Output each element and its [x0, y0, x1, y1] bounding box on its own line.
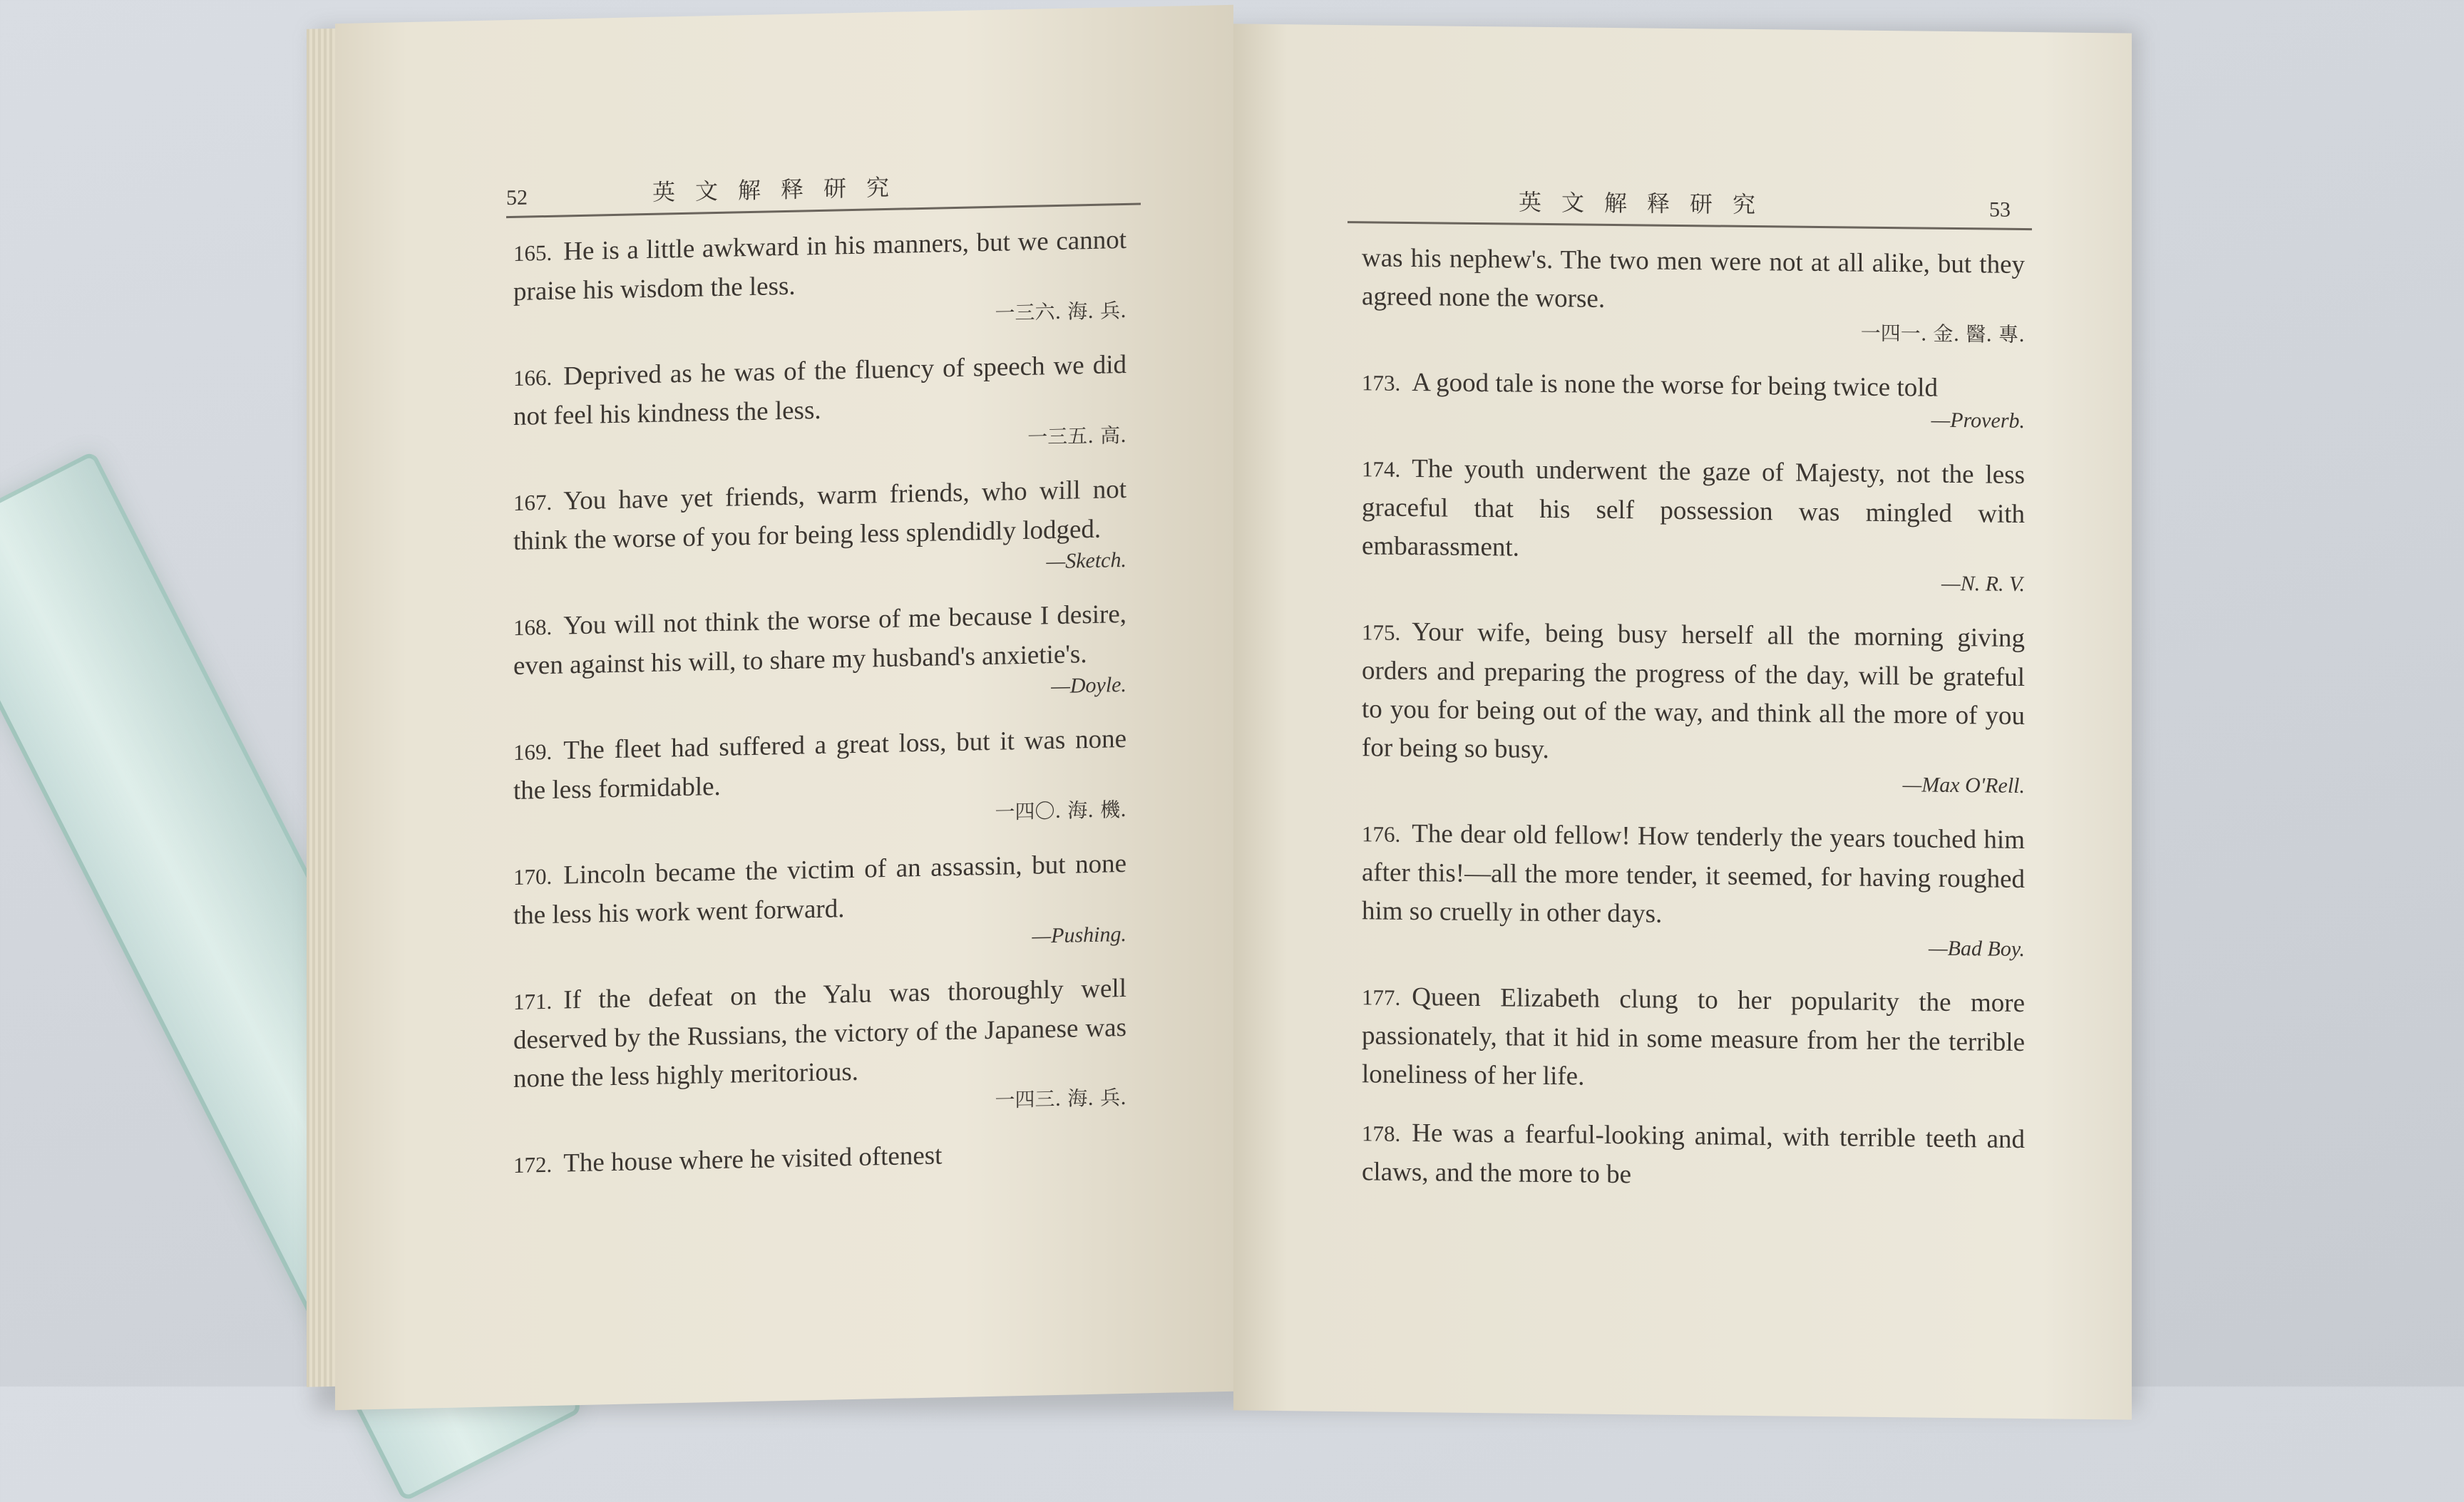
right-page-header: [1348, 178, 2032, 230]
entry-text: You have yet friends, warm friends, who will not think the worse of you for being less splendidly lodged.: [513, 474, 1126, 556]
entry-text: was his nephew's. The two men were not at all alike, but they agreed none the worse.: [1362, 243, 2025, 314]
right-page-title: 英文解释研究: [1519, 188, 1776, 219]
entry-170: [513, 845, 1126, 962]
entry-number: 177.: [1362, 984, 1401, 1010]
entry-174: [1362, 449, 2025, 600]
entry-source: —Doyle.: [1051, 672, 1126, 699]
entry-text: He was a fearful-looking animal, with terrible teeth and claws, and the more to be: [1362, 1118, 2025, 1190]
entry-text: Deprived as he was of the fluency of speech we did not feel his kindness the less.: [513, 349, 1126, 431]
entry-number: 176.: [1362, 821, 1401, 847]
left-page-header: [506, 160, 1141, 219]
entry-168: [513, 595, 1126, 713]
entry-171: [513, 969, 1126, 1126]
entry-165: [513, 221, 1126, 339]
entry-177: [1362, 977, 2025, 1101]
entry-text: The youth underwent the gaze of Majesty, not the less graceful that his self possession was mingled with embarassment.: [1362, 454, 2025, 562]
entry-number: 169.: [513, 739, 553, 765]
entry-text: He is a little awkward in his manners, but we cannot praise his wisdom the less.: [513, 225, 1126, 307]
entry-number: 167.: [513, 489, 553, 515]
left-page-title: 英文解释研究: [652, 173, 910, 206]
entry-text: The dear old fellow! How tenderly the years touched him after this!—all the more tender, it seemed, for having roughed him so cruelly in other days.: [1362, 819, 2025, 929]
entry-176: [1362, 814, 2025, 965]
entry-text: If the defeat on the Yalu was thoroughly well deserved by the Russians, the victory of the Japanese was none the less highly meritorious.: [513, 973, 1126, 1094]
entry-number: 172.: [513, 1151, 553, 1178]
entry-172: [513, 1133, 1126, 1185]
entry-172-continuation: [1362, 239, 2025, 350]
entry-text: The fleet had suffered a great loss, but it was none the less formidable.: [513, 724, 1126, 806]
entry-text: The house where he visited oftenest: [563, 1141, 943, 1178]
entry-175: [1362, 612, 2025, 801]
entry-number: 173.: [1362, 370, 1401, 396]
entry-169: [513, 720, 1126, 838]
entry-number: 171.: [513, 988, 553, 1014]
entry-source: 一三五. 高.: [1027, 423, 1126, 449]
left-page-number: 52: [506, 185, 528, 210]
entry-source: —Proverb.: [1931, 408, 2025, 433]
entry-source: —Bad Boy.: [1929, 936, 2025, 962]
entry-text: Your wife, being busy herself all the morning giving orders and preparing the progress of the day, will be grateful to you for being out of the way, and think all the more of you for being so busy.: [1362, 617, 2025, 765]
entry-source: 一四一. 金. 醫. 專.: [1860, 321, 2025, 347]
entry-number: 175.: [1362, 619, 1401, 645]
entry-source: —Pushing.: [1032, 922, 1126, 948]
entry-number: 174.: [1362, 456, 1401, 482]
entry-number: 178.: [1362, 1121, 1401, 1146]
right-page-number: 53: [1989, 197, 2011, 222]
entry-source: —Sketch.: [1046, 547, 1126, 574]
left-page-body: [513, 221, 1126, 1205]
entry-number: 168.: [513, 614, 553, 640]
left-page: [335, 5, 1233, 1410]
entry-source: —Max O'Rell.: [1902, 773, 2025, 798]
entry-text: You will not think the worse of me because I desire, even against his will, to share my husband's anxietie's.: [513, 599, 1126, 681]
entry-178: [1362, 1113, 2025, 1198]
entry-text: Queen Elizabeth clung to her popularity the more passionately, that it hid in some measure from her the terrible loneliness of her life.: [1362, 982, 2025, 1091]
right-page-body: [1362, 239, 2025, 1218]
entry-173: [1362, 363, 2025, 436]
entry-number: 166.: [513, 364, 553, 391]
entry-source: —N. R. V.: [1941, 571, 2025, 597]
entry-source: 一四三. 海. 兵.: [995, 1085, 1126, 1112]
entry-source: 一三六. 海. 兵.: [995, 298, 1126, 325]
entry-number: 165.: [513, 240, 553, 266]
entry-text: Lincoln became the victim of an assassin, but none the less his work went forward.: [513, 848, 1126, 930]
entry-number: 170.: [513, 863, 553, 890]
entry-source: 一四〇. 海. 機.: [995, 797, 1126, 824]
entry-text: A good tale is none the worse for being twice told: [1412, 368, 1939, 403]
right-page: [1233, 24, 2132, 1419]
entry-166: [513, 346, 1126, 463]
entry-167: [513, 470, 1126, 588]
